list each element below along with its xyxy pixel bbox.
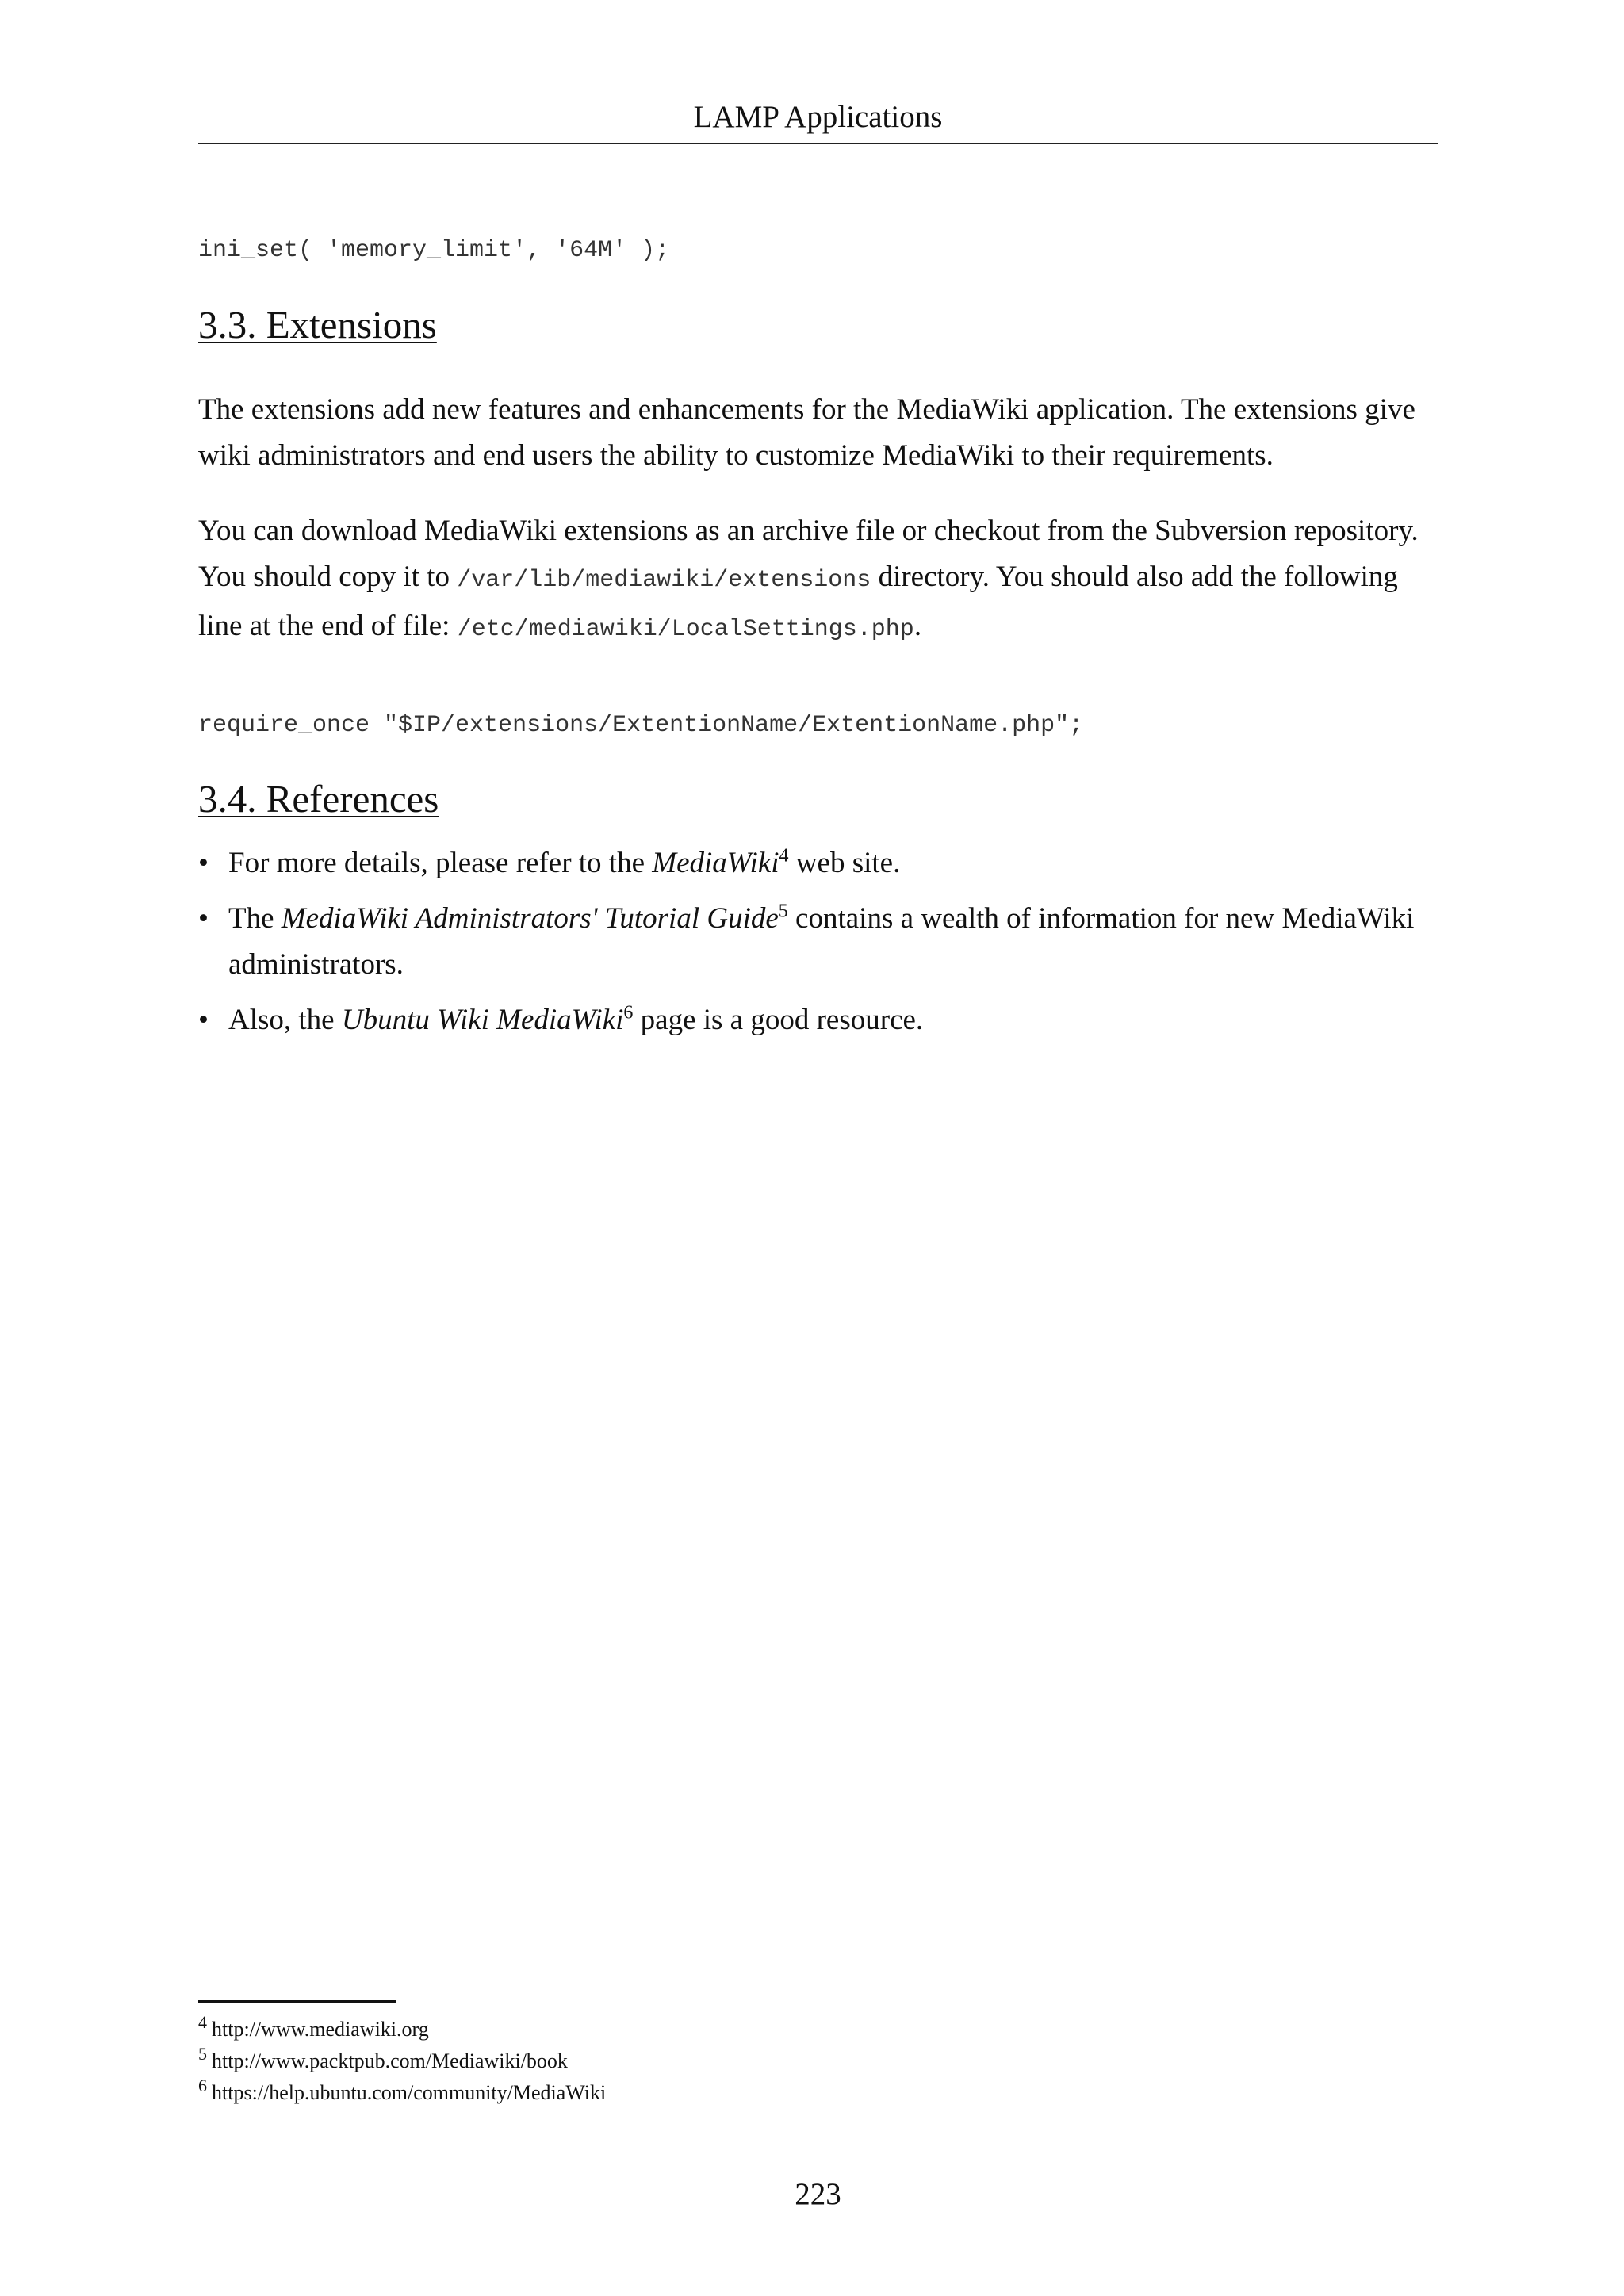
footnote-url[interactable]: https://help.ubuntu.com/community/MediaWiki — [212, 2081, 607, 2104]
heading-references: 3.4. References — [198, 777, 439, 821]
code-require-once: require_once "$IP/extensions/ExtentionName/ExtentionName.php"; — [198, 712, 1084, 739]
reference-text: page is a good resource. — [633, 1004, 924, 1036]
footnote-5 — [198, 2045, 606, 2077]
footnote-number: 6 — [198, 2076, 207, 2096]
reference-text: web site. — [788, 847, 901, 879]
localsettings-path: /etc/mediawiki/LocalSettings.php — [457, 616, 914, 643]
reference-item-ubuntu-wiki — [198, 997, 1438, 1043]
para2-text-a: You can download MediaWiki extensions as an archive file or checkout from the Subversion repository. You should copy it to — [198, 515, 1419, 593]
para2-text-b: directory. You should also add the following line at the end of file: — [198, 561, 1398, 642]
extensions-paragraph-1: The extensions add new features and enhancements for the MediaWiki application. The extensions give wiki administrators and end users the ability to customize MediaWiki to their requirements. — [198, 393, 1415, 472]
code-memory-limit: ini_set( 'memory_limit', '64M' ); — [198, 237, 670, 264]
reference-title-link[interactable]: Ubuntu Wiki MediaWiki — [341, 1004, 624, 1036]
running-header: LAMP Applications — [693, 100, 943, 134]
footnote-divider — [198, 2000, 396, 2003]
footnote-marker[interactable]: 5 — [778, 901, 788, 922]
bullet-icon: • — [198, 902, 209, 935]
reference-text: For more details, please refer to the — [228, 847, 653, 879]
footnote-6 — [198, 2077, 606, 2109]
reference-text: Also, the — [228, 1004, 342, 1036]
page-number: 223 — [795, 2177, 841, 2211]
footnote-url[interactable]: http://www.mediawiki.org — [212, 2018, 429, 2041]
reference-title-link[interactable]: MediaWiki — [652, 847, 779, 879]
footnote-marker[interactable]: 4 — [779, 845, 789, 867]
bullet-icon: • — [198, 847, 209, 879]
footnote-marker[interactable]: 6 — [623, 1002, 634, 1024]
footnote-4 — [198, 2014, 606, 2045]
reference-text: contains a wealth of information for new MediaWiki administrators. — [228, 902, 1415, 981]
reference-item-tutorial-guide — [198, 896, 1438, 988]
reference-item-mediawiki — [198, 840, 1438, 886]
para2-text-c: . — [914, 610, 922, 642]
extensions-paragraph-2 — [198, 508, 1438, 652]
header-divider — [198, 143, 1438, 144]
bullet-icon: • — [198, 1004, 209, 1036]
footnotes — [198, 2014, 606, 2109]
extensions-path: /var/lib/mediawiki/extensions — [457, 567, 871, 594]
reference-title-link[interactable]: MediaWiki Administrators' Tutorial Guide — [281, 902, 779, 935]
footnote-number: 4 — [198, 2012, 207, 2033]
footnote-number: 5 — [198, 2044, 207, 2064]
footnote-url[interactable]: http://www.packtpub.com/Mediawiki/book — [212, 2049, 568, 2072]
heading-extensions: 3.3. Extensions — [198, 303, 437, 346]
reference-text: The — [228, 902, 282, 935]
references-list — [198, 840, 1438, 1053]
